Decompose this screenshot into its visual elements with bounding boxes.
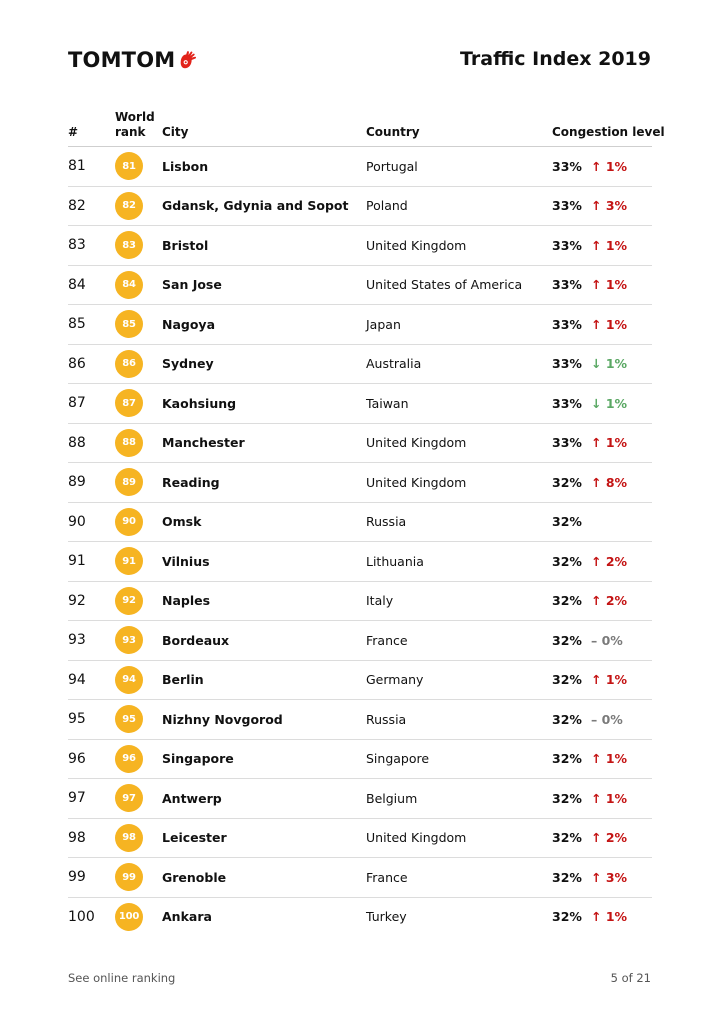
table-row [68,187,652,227]
row-number: 96 [68,750,86,767]
world-rank-badge [115,779,143,818]
city-name: Kaohsiung [162,395,237,411]
country-name: Russia [366,514,407,530]
congestion-change: ↑ 1% [591,751,628,767]
table-row [68,226,652,266]
city-name: Manchester [162,435,245,451]
congestion-change: ↑ 8% [591,474,628,490]
row-number: 82 [68,197,86,214]
ranking-table [68,104,665,936]
world-rank-value: 87 [115,389,143,417]
city-name: Berlin [162,672,204,688]
table-row [68,266,652,306]
congestion-change: ↑ 1% [591,316,628,332]
row-number: 91 [68,553,86,570]
world-rank-badge [115,503,143,542]
row-number: 98 [68,829,86,846]
row-number: 97 [68,790,86,807]
world-rank-value: 90 [115,508,143,536]
country-name: Portugal [366,158,418,174]
congestion-change: ↓ 1% [591,356,628,372]
congestion-level: 32% [552,632,582,648]
world-rank-value: 81 [115,152,143,180]
table-row [68,819,652,859]
congestion-level: 33% [552,158,582,174]
country-name: United Kingdom [366,474,467,490]
congestion-change: ↑ 1% [591,277,628,293]
world-rank-value: 100 [115,903,143,931]
city-name: Sydney [162,356,214,372]
table-row [68,147,652,187]
world-rank-badge [115,266,143,305]
world-rank-value: 92 [115,587,143,615]
congestion-change: ↑ 1% [591,435,628,451]
row-number: 81 [68,158,86,175]
world-rank-badge [115,740,143,779]
congestion-change: ↑ 1% [591,909,628,925]
row-number: 95 [68,711,86,728]
congestion-level: 32% [552,909,582,925]
country-name: Turkey [366,909,407,925]
table-row [68,858,652,898]
world-rank-badge [115,819,143,858]
table-row [68,898,652,937]
congestion-change: ↑ 3% [591,869,628,885]
row-number: 88 [68,434,86,451]
congestion-change: ↑ 1% [591,237,628,253]
congestion-change: ↑ 1% [591,672,628,688]
city-name: Gdansk, Gdynia and Sopot [162,198,349,214]
country-name: United Kingdom [366,435,467,451]
row-number: 83 [68,237,86,254]
congestion-change: – 0% [591,711,623,727]
row-number: 92 [68,592,86,609]
congestion-level: 32% [552,474,582,490]
city-name: Nizhny Novgorod [162,711,283,727]
row-number: 100 [68,908,95,925]
country-name: United Kingdom [366,830,467,846]
country-name: United States of America [366,277,523,293]
world-rank-badge [115,661,143,700]
world-rank-value: 98 [115,824,143,852]
world-rank-value: 95 [115,705,143,733]
world-rank-badge [115,898,143,937]
world-rank-badge [115,424,143,463]
table-body [68,147,652,936]
tomtom-logo [68,46,199,74]
row-number: 84 [68,276,86,293]
congestion-change: – 0% [591,632,623,648]
row-number: 99 [68,869,86,886]
row-number: 85 [68,316,86,333]
table-row [68,384,652,424]
city-name: Bristol [162,237,209,253]
world-rank-value: 86 [115,350,143,378]
country-name: Belgium [366,790,418,806]
country-name: Singapore [366,751,430,767]
world-rank-badge [115,621,143,660]
page-indicator: 5 of 21 [610,971,651,985]
country-name: Japan [366,316,401,332]
congestion-change: ↑ 2% [591,830,628,846]
congestion-level: 32% [552,514,582,530]
table-row [68,542,652,582]
city-name: Grenoble [162,869,227,885]
congestion-level: 33% [552,198,582,214]
congestion-change: ↑ 2% [591,593,628,609]
world-rank-badge [115,187,143,226]
congestion-change: ↑ 3% [591,198,628,214]
column-header-city: City [162,125,189,139]
row-number: 90 [68,513,86,530]
world-rank-value: 85 [115,310,143,338]
congestion-change: ↑ 1% [591,790,628,806]
row-number: 94 [68,671,86,688]
world-rank-value: 97 [115,784,143,812]
world-rank-badge [115,700,143,739]
congestion-change: ↑ 1% [591,158,628,174]
congestion-level: 33% [552,356,582,372]
logo-wordmark: TOMTOM [68,47,176,72]
table-row [68,740,652,780]
congestion-level: 32% [552,553,582,569]
city-name: Omsk [162,514,202,530]
world-rank-badge [115,384,143,423]
table-row [68,582,652,622]
world-rank-value: 84 [115,271,143,299]
congestion-level: 32% [552,830,582,846]
world-rank-value: 91 [115,547,143,575]
world-rank-value: 96 [115,745,143,773]
table-header [68,104,665,147]
city-name: Lisbon [162,158,209,174]
city-name: Nagoya [162,316,216,332]
country-name: France [366,869,408,885]
online-ranking-link[interactable]: See online ranking [68,971,176,985]
country-name: Germany [366,672,424,688]
tomtom-hand-logo-icon [177,49,199,71]
world-rank-badge [115,582,143,621]
city-name: Antwerp [162,790,222,806]
country-name: United Kingdom [366,237,467,253]
world-rank-badge [115,147,143,186]
country-name: France [366,632,408,648]
world-rank-badge [115,226,143,265]
congestion-level: 33% [552,237,582,253]
congestion-change: ↓ 1% [591,395,628,411]
city-name: Bordeaux [162,632,230,648]
congestion-level: 33% [552,316,582,332]
column-header-number: # [68,125,79,139]
world-rank-value: 89 [115,468,143,496]
row-number: 93 [68,632,86,649]
city-name: Singapore [162,751,234,767]
table-row [68,621,652,661]
world-rank-value: 82 [115,192,143,220]
city-name: Ankara [162,909,212,925]
congestion-level: 32% [552,711,582,727]
city-name: Vilnius [162,553,210,569]
table-row [68,463,652,503]
table-row [68,779,652,819]
table-row [68,345,652,385]
world-rank-badge [115,345,143,384]
congestion-level: 33% [552,435,582,451]
country-name: Australia [366,356,422,372]
congestion-level: 32% [552,751,582,767]
congestion-change: ↑ 2% [591,553,628,569]
column-header-congestion-level: Congestion level [552,125,665,139]
congestion-level: 33% [552,277,582,293]
world-rank-badge [115,305,143,344]
congestion-level: 32% [552,593,582,609]
world-rank-badge [115,463,143,502]
table-row [68,700,652,740]
world-rank-value: 88 [115,429,143,457]
congestion-level: 32% [552,869,582,885]
column-header-country: Country [366,125,420,139]
world-rank-value: 99 [115,863,143,891]
world-rank-value: 83 [115,231,143,259]
city-name: Reading [162,474,220,490]
congestion-level: 33% [552,395,582,411]
city-name: Naples [162,593,211,609]
world-rank-value: 94 [115,666,143,694]
congestion-level: 32% [552,672,582,688]
table-row [68,503,652,543]
row-number: 89 [68,474,86,491]
country-name: Russia [366,711,407,727]
country-name: Taiwan [366,395,409,411]
page-title: Traffic Index 2019 [460,48,651,70]
table-row [68,661,652,701]
city-name: Leicester [162,830,227,846]
country-name: Poland [366,198,408,214]
world-rank-badge [115,542,143,581]
country-name: Italy [366,593,394,609]
city-name: San Jose [162,277,222,293]
row-number: 86 [68,355,86,372]
congestion-level: 32% [552,790,582,806]
country-name: Lithuania [366,553,424,569]
world-rank-badge [115,858,143,897]
table-row [68,424,652,464]
table-row [68,305,652,345]
column-header-world-rank: World rank [115,110,155,139]
row-number: 87 [68,395,86,412]
world-rank-value: 93 [115,626,143,654]
